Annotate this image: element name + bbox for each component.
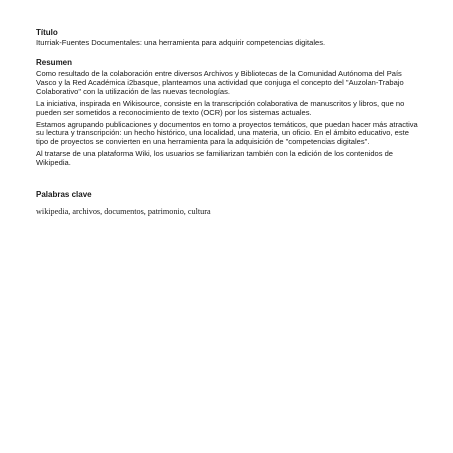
title-heading: Título xyxy=(36,28,58,37)
abstract-paragraph: Estamos agrupando publicaciones y documentos en torno a proyectos temáticos, que puedan hacer más atractiva su lectura y transcripción: un hecho histórico, una localidad, una materia, un oficio. En el ámbito educativo, este tipo de proyectos se convierten en una herramienta para la adquisición de "competencias digitales". xyxy=(36,119,418,147)
document-title: Iturriak-Fuentes Documentales: una herramienta para adquirir competencias digitales. xyxy=(36,38,326,47)
abstract-body xyxy=(36,70,420,171)
abstract-paragraph: Como resultado de la colaboración entre diversos Archivos y Bibliotecas de la Comunidad Autónoma del País Vasco y la Red Académica i2basque, planteamos una actividad que conjuga el concepto del "Auzolan-Trabajo Colaborativo" con la utilización de las nuevas tecnologías. xyxy=(36,69,404,96)
abstract-paragraph: Al tratarse de una plataforma Wiki, los usuarios se familiarizan también con la edición de los contenidos de Wikipedia. xyxy=(36,149,393,168)
abstract-paragraph: La iniciativa, inspirada en Wikisource, consiste en la transcripción colaborativa de manuscritos y libros, que no pueden ser sometidos a reconocimiento de texto (OCR) por los sistemas actuales. xyxy=(36,98,405,117)
abstract-heading: Resumen xyxy=(36,58,73,67)
keywords-heading: Palabras clave xyxy=(36,190,92,199)
keywords-list: wikipedia, archivos, documentos, patrimonio, cultura xyxy=(36,207,211,216)
